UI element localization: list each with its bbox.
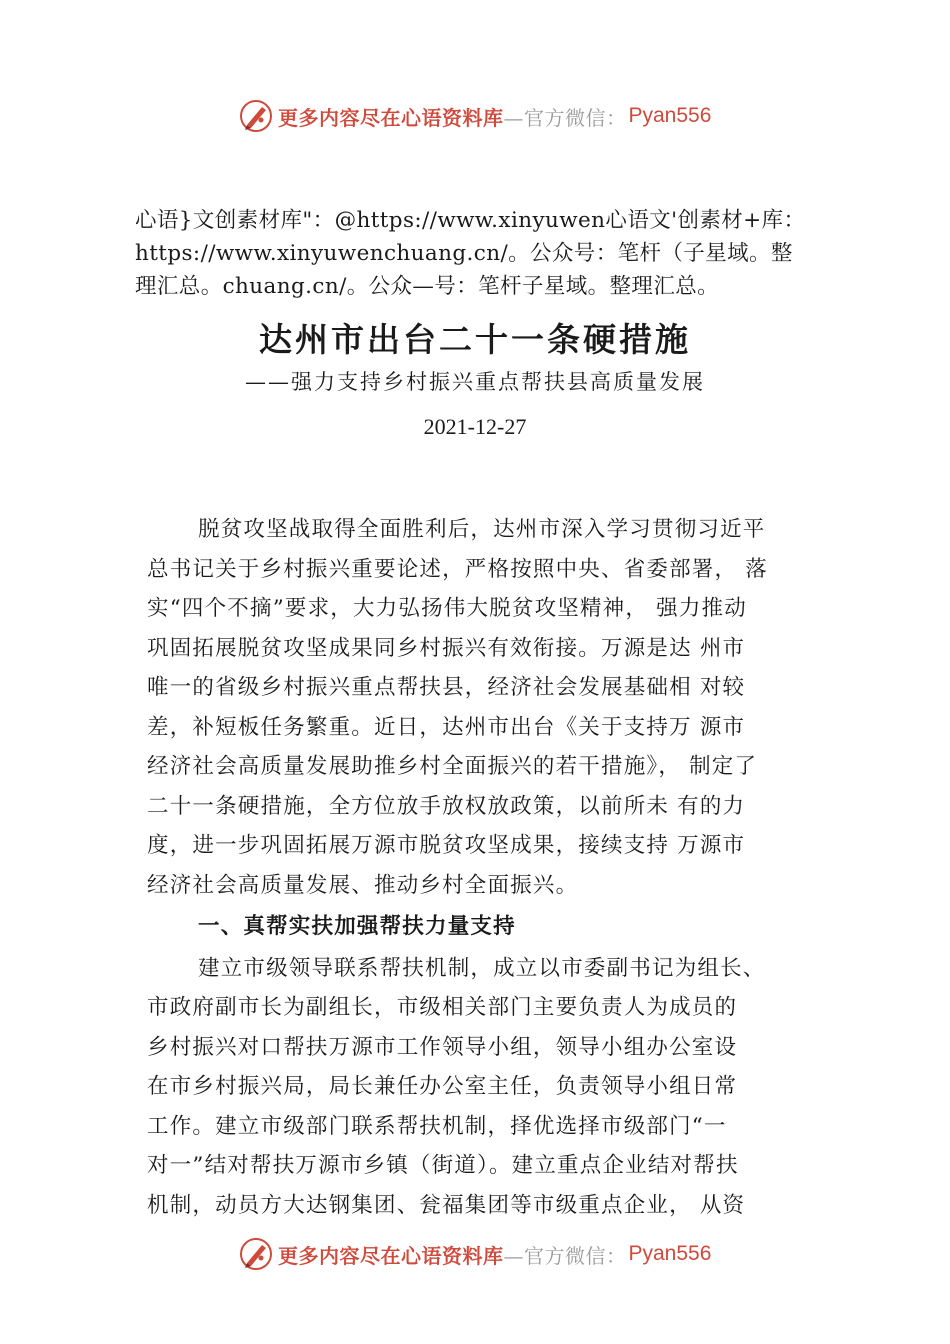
header-line: 理汇总。chuang.cn/。公众—号：笔杆子星域。整理汇总。 xyxy=(135,274,720,299)
paragraph-line: 二十一条硬措施，全方位放手放权放政策，以前所未 有的力 xyxy=(147,793,746,819)
section-heading: 一、真帮实扶加强帮扶力量支持 xyxy=(198,914,516,939)
banner-wechat-id: Pyan556 xyxy=(628,1242,712,1265)
paragraph-line: 乡村振兴对口帮扶万源市工作领导小组，领导小组办公室设 xyxy=(147,1034,738,1060)
pen-seal-logo-icon xyxy=(238,1236,274,1272)
watermark-banner-top xyxy=(0,96,950,136)
header-line: 心语}文创素材库"：@https://www.xinyuwen心语文'创素材+库： xyxy=(135,208,806,233)
paragraph-line: 实“四个不摘”要求，大力弘扬伟大脱贫攻坚精神， 强力推动 xyxy=(147,596,747,621)
article-body xyxy=(147,510,817,1225)
article-subtitle: ——强力支持乡村振兴重点帮扶县高质量发展 xyxy=(245,370,705,394)
paragraph-line: 经济社会高质量发展、推动乡村全面振兴。 xyxy=(147,872,579,898)
banner-separator: —官方微信： xyxy=(503,105,627,130)
banner-wechat-id: Pyan556 xyxy=(628,104,712,127)
paragraph-line: 巩固拓展脱贫攻坚成果同乡村振兴有效衔接。万源是达 州市 xyxy=(147,635,746,661)
paragraph-line: 建立市级领导联系帮扶机制，成立以市委副书记为组长、 xyxy=(198,955,766,981)
paragraph-line: 对一”结对帮扶万源市乡镇（街道）。建立重点企业结对帮扶 xyxy=(147,1153,739,1178)
paragraph-line: 机制，动员方大达钢集团、瓮福集团等市级重点企业， 从资 xyxy=(147,1192,746,1218)
banner-separator: —官方微信： xyxy=(503,1243,627,1268)
banner-brand: 更多内容尽在心语资料库 xyxy=(278,1243,504,1268)
paragraph-line: 度，进一步巩固拓展万源市脱贫攻坚成果，接续支持 万源市 xyxy=(147,833,746,858)
watermark-banner-bottom xyxy=(0,1234,950,1274)
pen-seal-logo-icon xyxy=(238,98,274,134)
paragraph-line: 在市乡村振兴局，局长兼任办公室主任，负责领导小组日常 xyxy=(147,1074,738,1099)
paragraph-line: 市政府副市长为副组长，市级相关部门主要负责人为成员的 xyxy=(147,995,738,1020)
header-line: https://www.xinyuwenchuang.cn/。公众号：笔杆（子星域。整 xyxy=(135,241,793,266)
source-header xyxy=(135,204,835,303)
article-date: 2021-12-27 xyxy=(423,414,527,439)
paragraph-line: 脱贫攻坚战取得全面胜利后，达州市深入学习贯彻习近平 xyxy=(198,517,766,542)
paragraph-line: 工作。建立市级部门联系帮扶机制，择优选择市级部门“一 xyxy=(147,1113,727,1139)
paragraph-line: 差，补短板任务繁重。近日，达州市出台《关于支持万 源市 xyxy=(147,714,746,740)
banner-brand: 更多内容尽在心语资料库 xyxy=(278,105,504,130)
paragraph-line: 总书记关于乡村振兴重要论述，严格按照中央、省委部署， 落 xyxy=(147,556,768,582)
paragraph-line: 唯一的省级乡村振兴重点帮扶县，经济社会发展基础相 对较 xyxy=(147,675,746,700)
paragraph-line: 经济社会高质量发展助推乡村全面振兴的若干措施》， 制定了 xyxy=(147,754,758,779)
article-title: 达州市出台二十一条硬措施 xyxy=(259,320,691,359)
